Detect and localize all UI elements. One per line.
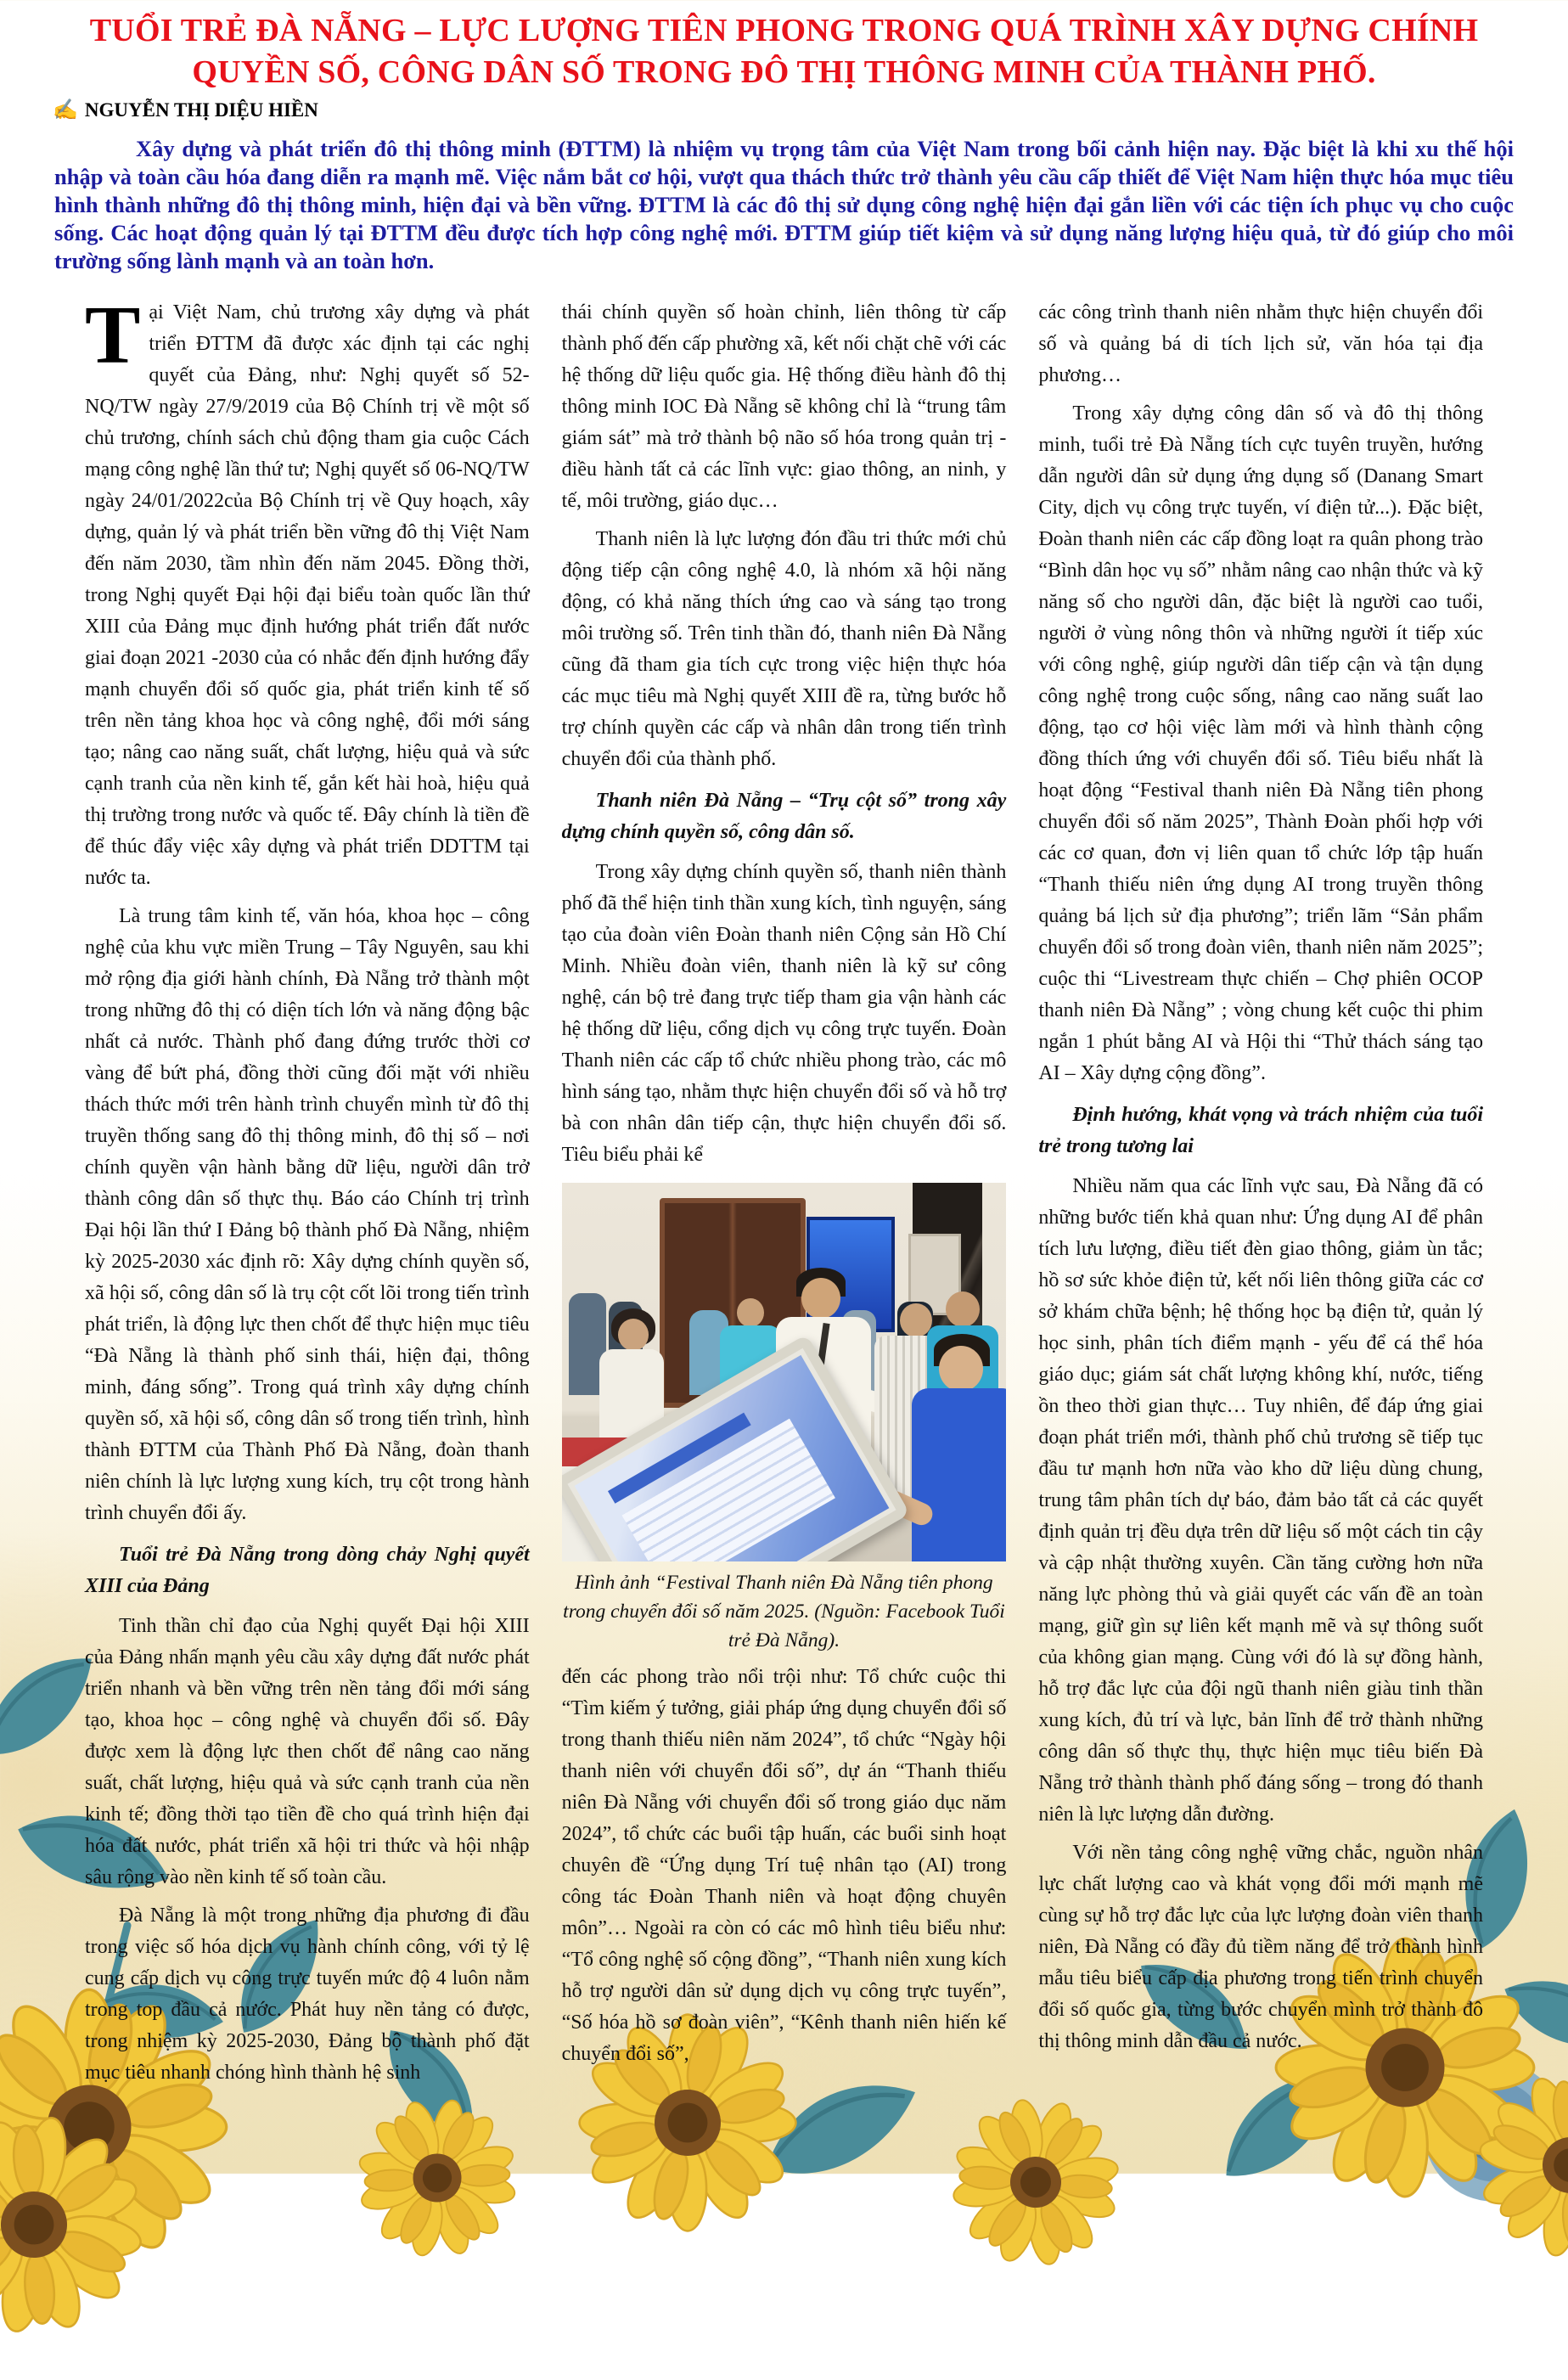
paragraph: Thanh niên là lực lượng đón đầu tri thức mới chủ động tiếp cận công nghệ 4.0, là nhóm xã hội năng động, có khả năng thích ứng cao và sáng tạo trong môi trường số. Trên tinh thần đó, thanh niên Đà Nẵng cũng đã tham gia tích cực trong việc hiện thực hóa các mục tiêu mà Nghị quyết XIII đề ra, từng bước hỗ trợ chính quyền các cấp và nhân dân trong tiến trình chuyển đổi của thành phố. <box>561 528 1007 771</box>
photo-caption: Hình ảnh “Festival Thanh niên Đà Nẵng tiên phong trong chuyển đổi số năm 2025. (Nguồn: Facebook Tuổi trẻ Đà Nẵng). <box>563 1572 1005 1652</box>
article-columns <box>0 290 1568 2096</box>
intro-paragraph: Xây dựng và phát triển đô thị thông minh (ĐTTM) là nhiệm vụ trọng tâm của Việt Nam trong bối cảnh hiện nay. Đặc biệt là khi xu thế hội nhập và toàn cầu hóa đang diễn ra mạnh mẽ. Việc nắm bắt cơ hội, vượt qua thách thức trở thành yêu cầu cấp thiết để Việt Nam hiện thực hóa mục tiêu hình thành những đô thị thông minh, hiện đại và bền vững. ĐTTM là các đô thị sử dụng công nghệ hiện đại gắn liền với các tiện ích phục vụ cho cuộc sống. Các hoạt động quản lý tại ĐTTM đều được tích hợp công nghệ mới. ĐTTM giúp tiết kiệm và sử dụng năng lượng hiệu quả, từ đó giúp cho môi trường sống lành mạnh và an toàn hơn. <box>54 136 1514 274</box>
paragraph: Là trung tâm kinh tế, văn hóa, khoa học – công nghệ của khu vực miền Trung – Tây Nguyên, sau khi mở rộng địa giới hành chính, Đà Nẵng trở thành một trong những đô thị có diện tích lớn và năng động bậc nhất cả nước. Thành phố đang đứng trước thời cơ vàng để bứt phá, đồng thời cũng đối mặt với nhiều thách thức mới trên hành trình chuyển mình từ đô thị truyền thống sang đô thị thông minh, đô thị số – nơi chính quyền vận hành bằng dữ liệu, người dân trở thành công dân số thực thụ. Báo cáo Chính trị trình Đại hội lần thứ I Đảng bộ thành phố Đà Nẵng, nhiệm kỳ 2025-2030 xác định rõ: Xây dựng chính quyền số, xã hội số, công dân số là trụ cột cốt lõi trong tiến trình phát triển, là động lực then chốt để thực hiện mục tiêu “Đà Nẵng là thành phố sinh thái, hiện đại, thông minh, đáng sống”. Trong quá trình xây dựng chính quyền số, xã hội số, công dân số trong tiến trình, hình thành ĐTTM của Thành Phố Đà Nẵng, đoàn thanh niên chính là lực lượng xung kích, trụ cột trong hành trình chuyển đổi ấy. <box>85 905 530 1525</box>
sunflower-decoration <box>341 2082 532 2273</box>
column-1 <box>85 290 530 2096</box>
sunflower-decoration <box>927 2073 1144 2291</box>
photo-person-head <box>737 1298 764 1327</box>
article-photo <box>562 1183 1007 1561</box>
paragraph: Tinh thần chỉ đạo của Nghị quyết Đại hội XIII của Đảng nhấn mạnh yêu cầu xây dựng đất nước phát triển nhanh và bền vững trên nền tảng đổi mới sáng tạo, khoa học – công nghệ và chuyển đổi số. Đây được xem là động lực then chốt để nâng cao năng suất, chất lượng, hiệu quả và sức cạnh tranh của nền kinh tế; đồng thời tạo tiền đề cho quá trình hiện đại hóa đất nước, phát triển xã hội tri thức và hội nhập sâu rộng vào nền kinh tế số toàn cầu. <box>85 1615 530 1889</box>
paragraph: Đà Nẵng là một trong những địa phương đi đầu trong việc số hóa dịch vụ hành chính công, với tỷ lệ cung cấp dịch vụ công trực tuyến mức độ 4 luôn nằm trong top đầu cả nước. Phát huy nền tảng có được, trong nhiệm kỳ 2025-2030, Đảng bộ thành phố đặt mục tiêu nhanh chóng hình thành hệ sinh <box>85 1905 530 2085</box>
subheading: Tuổi trẻ Đà Nẵng trong dòng chảy Nghị quyết XIII của Đảng <box>85 1544 530 1598</box>
author-name: NGUYỄN THỊ DIỆU HIỀN <box>84 99 318 121</box>
photo-person-head <box>939 1346 983 1392</box>
paragraph: Nhiều năm qua các lĩnh vực sau, Đà Nẵng đã có những bước tiến khả quan như: Ứng dụng AI để phân tích lưu lượng, điều tiết đèn giao thông, giảm ùn tắc; hồ sơ sức khỏe điện tử, kết nối liên thông giữa các cơ sở khám chữa bệnh; hệ thống học bạ điện tử, quản lý học sinh, phân tích điểm mạnh - yếu để cá thể hóa giáo dục; giám sát chất lượng không khí, nước, tiếng ồn theo thời gian thực… Tuy nhiên, để đáp ứng giai đoạn phát triển mới, thành phố chủ trương sẽ tiếp tục đầu tư mạnh hơn nữa vào kho dữ liệu dùng chung, trung tâm phân tích dự báo, đảm bảo tất cả các quyết định quản trị đều dựa trên dữ liệu số một cách tin cậy và cập nhật thường xuyên. Cần tăng cường hơn nữa năng lực phòng thủ và giải quyết các vấn đề an toàn mạng, giữ gìn sự liên kết mạnh mẽ và sự thông suốt của không gian mạng. Cùng với đó là sự đồng hành, hỗ trợ đắc lực của đội ngũ thanh niên giàu tinh thần xung kích, đủ trí và lực, bản lĩnh để trở thành những công dân số thực thụ, thực hiện mục tiêu biến Đà Nẵng trở thành thành phố đáng sống – trong đó thanh niên là lực lượng dẫn đường. <box>1038 1175 1483 1826</box>
photo-person <box>912 1388 1007 1561</box>
paragraph: Với nền tảng công nghệ vững chắc, nguồn nhân lực chất lượng cao và khát vọng đổi mới mạnh mẽ cùng sự hỗ trợ đắc lực của lực lượng đoàn viên thanh niên, Đà Nẵng có đầy đủ tiềm năng để trở thành hình mẫu tiêu biểu cấp địa phương trong tiến trình chuyển đổi số quốc gia, từng bước chuyển mình trở thành đô thị thông minh dẫn đầu cả nước. <box>1038 1842 1483 2053</box>
paragraph: Trong xây dựng chính quyền số, thanh niên thành phố đã thể hiện tinh thần xung kích, tình nguyện, sáng tạo của đoàn viên Đoàn thanh niên Cộng sản Hồ Chí Minh. Nhiều đoàn viên, thanh niên là kỹ sư công nghệ, cán bộ trẻ đang trực tiếp tham gia vận hành các hệ thống dữ liệu, cổng dịch vụ công trực tuyến. Đoàn Thanh niên các cấp tổ chức nhiều phong trào, các mô hình sáng tạo, nhằm thực hiện chuyển đổi số và hỗ trợ bà con nhân dân tiếp cận, thực hiện chuyển đổi số. Tiêu biểu phải kể <box>561 861 1007 1167</box>
subheading: Định hướng, khát vọng và trách nhiệm của tuổi trẻ trong tương lai <box>1038 1104 1483 1158</box>
column-3 <box>1038 297 1483 2096</box>
paragraph: Trong xây dựng công dân số và đô thị thông minh, tuổi trẻ Đà Nẵng tích cực tuyên truyền, hướng dẫn người dân sử dụng ứng dụng số (Danang Smart City, dịch vụ công trực tuyến, ví điện tử...). Đặc biệt, Đoàn thanh niên các cấp đồng loạt ra quân phong trào “Bình dân học vụ số” nhằm nâng cao nhận thức và kỹ năng số cho người dân, đặc biệt là người cao tuổi, người ở vùng nông thôn và những người ít tiếp xúc với công nghệ, giúp người dân tiếp cận và tận dụng công nghệ trong cuộc sống, nâng cao năng suất lao động, tạo cơ hội việc làm mới và hình thành cộng đồng thích ứng với chuyển đổi số. Tiêu biểu nhất là hoạt động “Festival thanh niên Đà Nẵng tiên phong chuyển đổi số năm 2025”, Thành Đoàn phối hợp với các cơ quan, đơn vị liên quan tổ chức lớp tập huấn “Thanh thiếu niên ứng dụng AI trong truyền thông quảng bá lịch sử địa phương”; triển lãm “Sản phẩm chuyển đổi số trong đoàn viên, thanh niên năm 2025”; cuộc thi “Livestream thực chiến – Chợ phiên OCOP thanh niên Đà Nẵng” ; vòng chung kết cuộc thi phim ngắn 1 phút bằng AI và Hội thi “Thử thách sáng tạo AI – Xây dựng cộng đồng”. <box>1038 402 1483 1085</box>
pen-icon: ✍ <box>53 99 78 122</box>
drop-cap: T <box>85 290 141 382</box>
photo-person-head <box>801 1278 840 1319</box>
page-title: TUỔI TRẺ ĐÀ NẴNG – LỰC LƯỢNG TIÊN PHONG TRONG QUÁ TRÌNH XÂY DỰNG CHÍNH QUYỀN SỐ, CÔNG DÂN SỐ TRONG ĐÔ THỊ THÔNG MINH CỦA THÀNH PHỐ. <box>89 13 1479 90</box>
photo-person-head <box>946 1291 980 1327</box>
subheading: Thanh niên Đà Nẵng – “Trụ cột số” trong xây dựng chính quyền số, công dân số. <box>561 790 1007 844</box>
paragraph: đến các phong trào nổi trội như: Tổ chức cuộc thi “Tìm kiếm ý tưởng, giải pháp ứng dụng chuyển đổi số trong thanh thiếu niên năm 2024”, tổ chức “Ngày hội thanh niên với chuyển đổi số”, dự án “Thanh thiếu niên Đà Nẵng với chuyển đổi số trong giáo dục năm 2024”, tổ chức các buổi tập huấn, các buổi sinh hoạt chuyên đề “Ứng dụng Trí tuệ nhân tạo (AI) trong công tác Đoàn Thanh niên và hoạt động chuyên môn”… Ngoài ra còn có các mô hình tiêu biểu như: “Tổ công nghệ số cộng đồng”, “Thanh niên xung kích hỗ trợ người dân sử dụng dịch vụ công trực tuyến”, “Số hóa hồ sơ đoàn viên”, “Kênh thanh niên hiến kế chuyển đổi số”, <box>561 1666 1007 2066</box>
paragraph: các công trình thanh niên nhằm thực hiện chuyển đổi số và quảng bá di tích lịch sử, văn hóa tại địa phương… <box>1038 301 1483 387</box>
paragraph: Tại Việt Nam, chủ trương xây dựng và phát triển ĐTTM đã được xác định tại các nghị quyết của Đảng, như: Nghị quyết số 52-NQ/TW ngày 27/9/2019 của Bộ Chính trị về một số chủ trương, chính sách chủ động tham gia cuộc Cách mạng công nghệ lần thứ tư; Nghị quyết số 06-NQ/TW ngày 24/01/2022của Bộ Chính trị về Quy hoạch, xây dựng, quản lý và phát triển bền vững đô thị Việt Nam đến năm 2030, tầm nhìn đến năm 2045. Đồng thời, trong Nghị quyết Đại hội đại biểu toàn quốc lần thứ XIII của Đảng mục định hướng phát triển đất nước giai đoạn 2021 -2030 của có nhắc đến định hướng đẩy mạnh chuyển đổi số quốc gia, phát triển kinh tế số trên nền tảng khoa học và công nghệ, đổi mới sáng tạo; nâng cao năng suất, chất lượng, hiệu quả và sức cạnh tranh của nền kinh tế, gắn kết hài hoà, hiệu quả thị trường trong nước và quốc tế. Đây chính là tiền đề để thúc đẩy việc xây dựng và phát triển DDTTM tại nước ta. <box>85 290 530 890</box>
paragraph: thái chính quyền số hoàn chỉnh, liên thông từ cấp thành phố đến cấp phường xã, kết nối chặt chẽ với các hệ thống dữ liệu quốc gia. Hệ thống điều hành đô thị thông minh IOC Đà Nẵng sẽ không chỉ là “trung tâm giám sát” mà trở thành bộ não số hóa trong quản trị - điều hành tất cả các lĩnh vực: giao thông, an ninh, y tế, môi trường, giáo dục… <box>561 301 1007 513</box>
column-2 <box>562 297 1007 2096</box>
photo-person-head <box>618 1319 649 1351</box>
author-byline <box>0 99 1568 121</box>
photo-kiosk-ui-rows <box>621 1419 835 1561</box>
